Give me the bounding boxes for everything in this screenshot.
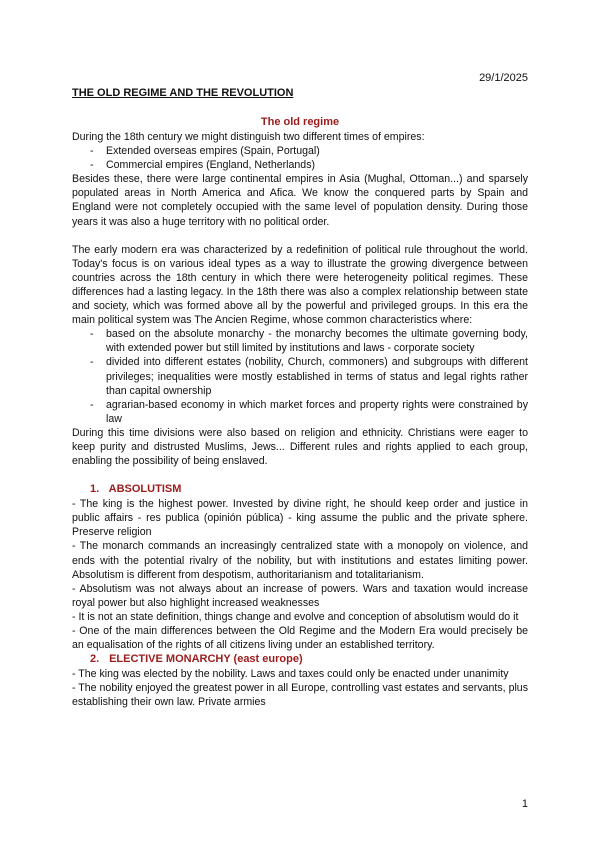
paragraph: - The king was elected by the nobility. Laws and taxes could only be enacted under unanimity: [72, 668, 509, 681]
characteristics-list: [72, 327, 528, 426]
list-item: - based on the absolute monarchy - the monarchy becomes the ultimate governing body, with extended power but still limited by institutions and laws - corporate society: [72, 327, 528, 355]
list-item: - agrarian-based economy in which market forces and property rights were constrained by law: [72, 398, 528, 426]
document-body: [72, 115, 528, 709]
section-heading-old-regime: The old regime: [260, 116, 340, 128]
document-title: THE OLD REGIME AND THE REVOLUTION: [72, 87, 294, 99]
list-item: - divided into different estates (nobility, Church, commoners) and subgroups with different privileges; inequalities were mostly established in terms of status and legal rights rather than capital ownership: [72, 355, 528, 397]
section-heading-label: ABSOLUTISM: [108, 483, 182, 496]
section-heading-label: ELECTIVE MONARCHY (east europe): [109, 653, 303, 666]
paragraph: Besides these, there were large continental empires in Asia (Mughal, Ottoman...) and sparsely populated areas in North America and Afica. We know the conquered parts by Spain and England were not completely occupied with the same level of population density. During those years it was also a huge territory with no political order.: [72, 173, 528, 228]
paragraph: - One of the main differences between the Old Regime and the Modern Era would precisely be an equalisation of the rights of all citizens living under an established territory.: [72, 625, 528, 652]
empire-types-list: [72, 144, 528, 172]
paragraph: - The nobility enjoyed the greatest power in all Europe, controlling vast estates and servants, plus establishing their own law. Private armies: [72, 682, 528, 709]
page-number: 1: [521, 798, 528, 810]
section-heading-elective-monarchy: [72, 652, 528, 667]
paragraph: - Absolutism was not always about an increase of powers. Wars and taxation would increase royal power but also highlight increased weaknesses: [72, 582, 528, 609]
paragraph: - The monarch commands an increasingly centralized state with a monopoly on violence, and ends with the potential rivalry of the nobility, but with institutions and estates limiting power. Absolutism is different from despotism, authoritarianism and totalitarianism.: [72, 540, 528, 581]
document-date: 29/1/2025: [479, 72, 528, 84]
paragraph: - It is not an state definition, things change and evolve and conception of absolutism would do it: [72, 610, 519, 623]
section-heading-absolutism: [72, 482, 528, 497]
paragraph: During this time divisions were also based on religion and ethnicity. Christians were eager to keep purity and distrusted Muslims, Jews... Different rules and rights applied to each group, enabling the possibility of being enslaved.: [72, 426, 528, 468]
paragraph: The early modern era was characterized by a redefinition of political rule throughout the world. Today's focus is on various ideal types as a way to illustrate the growing divergence between countries across the 18th century in which there were heterogeneity political regimes. These differences had a lasting legacy. In the 18th there was also a complex relationship between state and society, which was formed above all by the powerful and privileged groups. In this era the main political system was The Ancien Regime, whose common characteristics where:: [72, 243, 528, 327]
paragraph: - The king is the highest power. Invested by divine right, he should keep order and justice in public affairs - res publica (opinión pública) - king assume the public and the private sphere. Preserve religion: [72, 498, 528, 539]
section-number: 1.: [90, 483, 100, 496]
paragraph: During the 18th century we might distinguish two different times of empires:: [72, 131, 425, 143]
section-number: 2.: [90, 653, 100, 666]
list-item: - Commercial empires (England, Netherlands): [72, 158, 528, 172]
list-item: - Extended overseas empires (Spain, Portugal): [72, 144, 528, 158]
